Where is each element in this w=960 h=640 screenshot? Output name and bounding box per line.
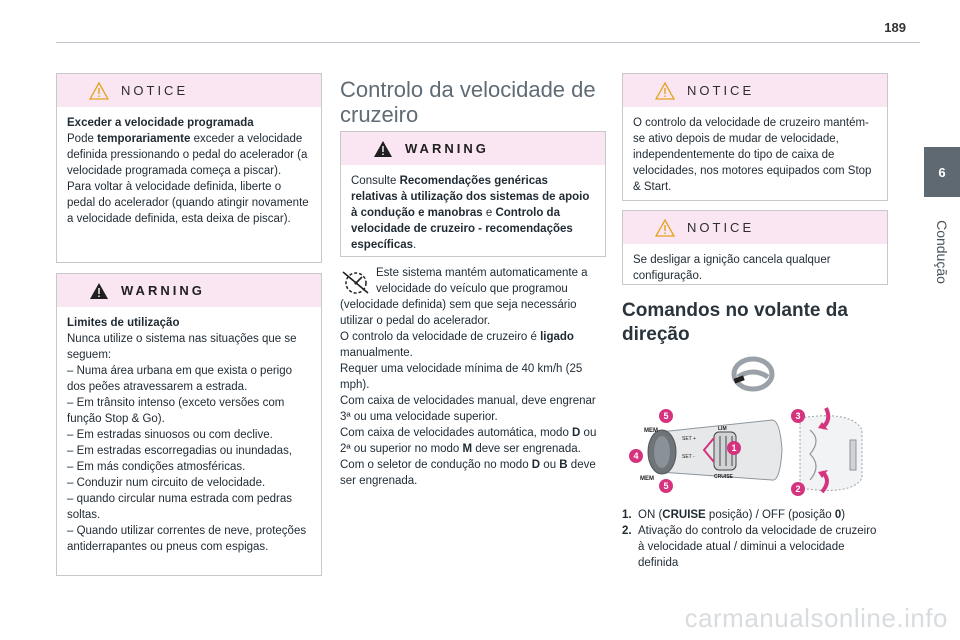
cruise-paragraph: (velocidade definida) sem que seja necessário utilizar o pedal do acelerador.: [340, 299, 577, 327]
warning-text: Consulte Recomendações genéricas relativas à utilização dos sistemas de apoio à condução e manobras e Controlo da velocidade de cruzeiro - recomendações específicas.: [351, 175, 590, 251]
warning-box-recommendations: [340, 131, 606, 257]
warning-heading: Limites de utilização: [67, 317, 180, 329]
warning-item: – Numa área urbana em que exista o perigo dos peões atravessarem a estrada.: [67, 365, 293, 393]
warning-item: – Em más condições atmosféricas.: [67, 461, 246, 473]
cruise-paragraph: Requer uma velocidade mínima de 40 km/h (25 mph).: [340, 363, 583, 391]
warning-box-usage-limits: [56, 273, 322, 576]
notice-paragraph-1: Pode temporariamente exceder a velocidade definida pressionando o pedal do acelerador (a velocidade programada começa a piscar).: [67, 133, 308, 177]
list-item: [622, 523, 884, 571]
lim-label: LIM: [718, 426, 727, 432]
notice-box-gear-change: [622, 73, 888, 201]
list-item: [622, 507, 884, 523]
warning-item: – Quando utilizar correntes de neve, proteções antiderrapantes ou pneus com espigas.: [67, 525, 307, 553]
warning-icon: [89, 282, 109, 300]
callout-1: 1: [731, 443, 737, 453]
notice-paragraph-2: Para voltar à velocidade definida, liberte o pedal do acelerador (quando atingir novamente a velocidade definida, esta deixa de piscar).: [67, 181, 309, 225]
warning-item: – Em trânsito intenso (exceto versões com função Stop & Go).: [67, 397, 285, 425]
notice-heading: Exceder a velocidade programada: [67, 117, 254, 129]
list-item-number: 1.: [622, 509, 632, 521]
notice-icon: [655, 219, 675, 237]
notice-title: NOTICE: [121, 83, 189, 98]
callout-3: 3: [795, 411, 801, 421]
cruise-paragraph: O controlo da velocidade de cruzeiro é ligado manualmente.: [340, 331, 574, 359]
mem-label-top: MEM: [644, 428, 658, 434]
list-item-text: Ativação do controlo da velocidade de cruzeiro à velocidade atual / diminui a velocidade definida: [638, 525, 877, 569]
controls-list: [622, 507, 884, 571]
cruise-label: CRUISE: [714, 474, 733, 480]
cruise-paragraph: Com caixa de velocidades manual, deve engrenar 3ª ou uma velocidade superior.: [340, 395, 596, 423]
chapter-tab[interactable]: [924, 147, 960, 197]
list-item-text: ON (CRUISE posição) / OFF (posição 0): [638, 509, 846, 521]
page-number: 189: [884, 20, 906, 35]
mem-label-bottom: MEM: [640, 476, 654, 482]
eco-speed-icon: [341, 268, 371, 296]
set-minus-label: SET -: [682, 454, 695, 460]
chapter-label: [930, 212, 954, 292]
warning-item: – Em estradas sinuosos ou com declive.: [67, 429, 273, 441]
cruise-description: [340, 297, 606, 489]
warning-icon: [373, 140, 393, 158]
notice-box-ignition: [622, 210, 888, 285]
notice-box-speed-exceed: [56, 73, 322, 263]
section-title-cruise-control: Controlo da velocidade de cruzeiro: [340, 77, 596, 127]
callout-5-bottom: 5: [663, 481, 669, 491]
chapter-number: 6: [938, 164, 946, 180]
callout-4: 4: [633, 451, 639, 461]
notice-icon: [89, 82, 109, 100]
warning-item: – quando circular numa estrada com pedras soltas.: [67, 493, 293, 521]
steering-wheel-icon: [730, 355, 776, 393]
warning-item: – Em estradas escorregadias ou inundadas,: [67, 445, 293, 457]
steering-stalk-figure: [622, 400, 884, 502]
top-divider: [56, 42, 920, 43]
cruise-paragraph: Com caixa de velocidades automática, modo D ou 2ª ou superior no modo M deve ser engrenada.: [340, 427, 597, 455]
callout-5-top: 5: [663, 411, 669, 421]
list-item-number: 2.: [622, 525, 632, 537]
notice-text: Se desligar a ignição cancela qualquer configuração.: [633, 254, 831, 282]
callout-2: 2: [795, 484, 801, 494]
notice-icon: [655, 82, 675, 100]
cruise-paragraph: Com o seletor de condução no modo D ou B deve ser engrenada.: [340, 459, 596, 487]
notice-title: NOTICE: [687, 220, 755, 235]
watermark: carmanualsonline.info: [684, 603, 948, 633]
set-plus-label: SET +: [682, 436, 696, 442]
cruise-intro-text: Este sistema mantém automaticamente a velocidade do veículo que programou: [376, 267, 588, 295]
warning-title: WARNING: [405, 141, 489, 156]
notice-text: O controlo da velocidade de cruzeiro mantém-se ativo depois de mudar de velocidade, independentemente do tipo de caixa de velocidades, nos motores equipados com Stop & Start.: [633, 117, 872, 193]
warning-intro: Nunca utilize o sistema nas situações que se seguem:: [67, 333, 297, 361]
chapter-label-text: Condução: [934, 220, 950, 284]
section-title-steering-controls: Comandos no volante da direção: [622, 300, 848, 345]
warning-item: – Conduzir num circuito de velocidade.: [67, 477, 266, 489]
notice-title: NOTICE: [687, 83, 755, 98]
warning-title: WARNING: [121, 283, 205, 298]
